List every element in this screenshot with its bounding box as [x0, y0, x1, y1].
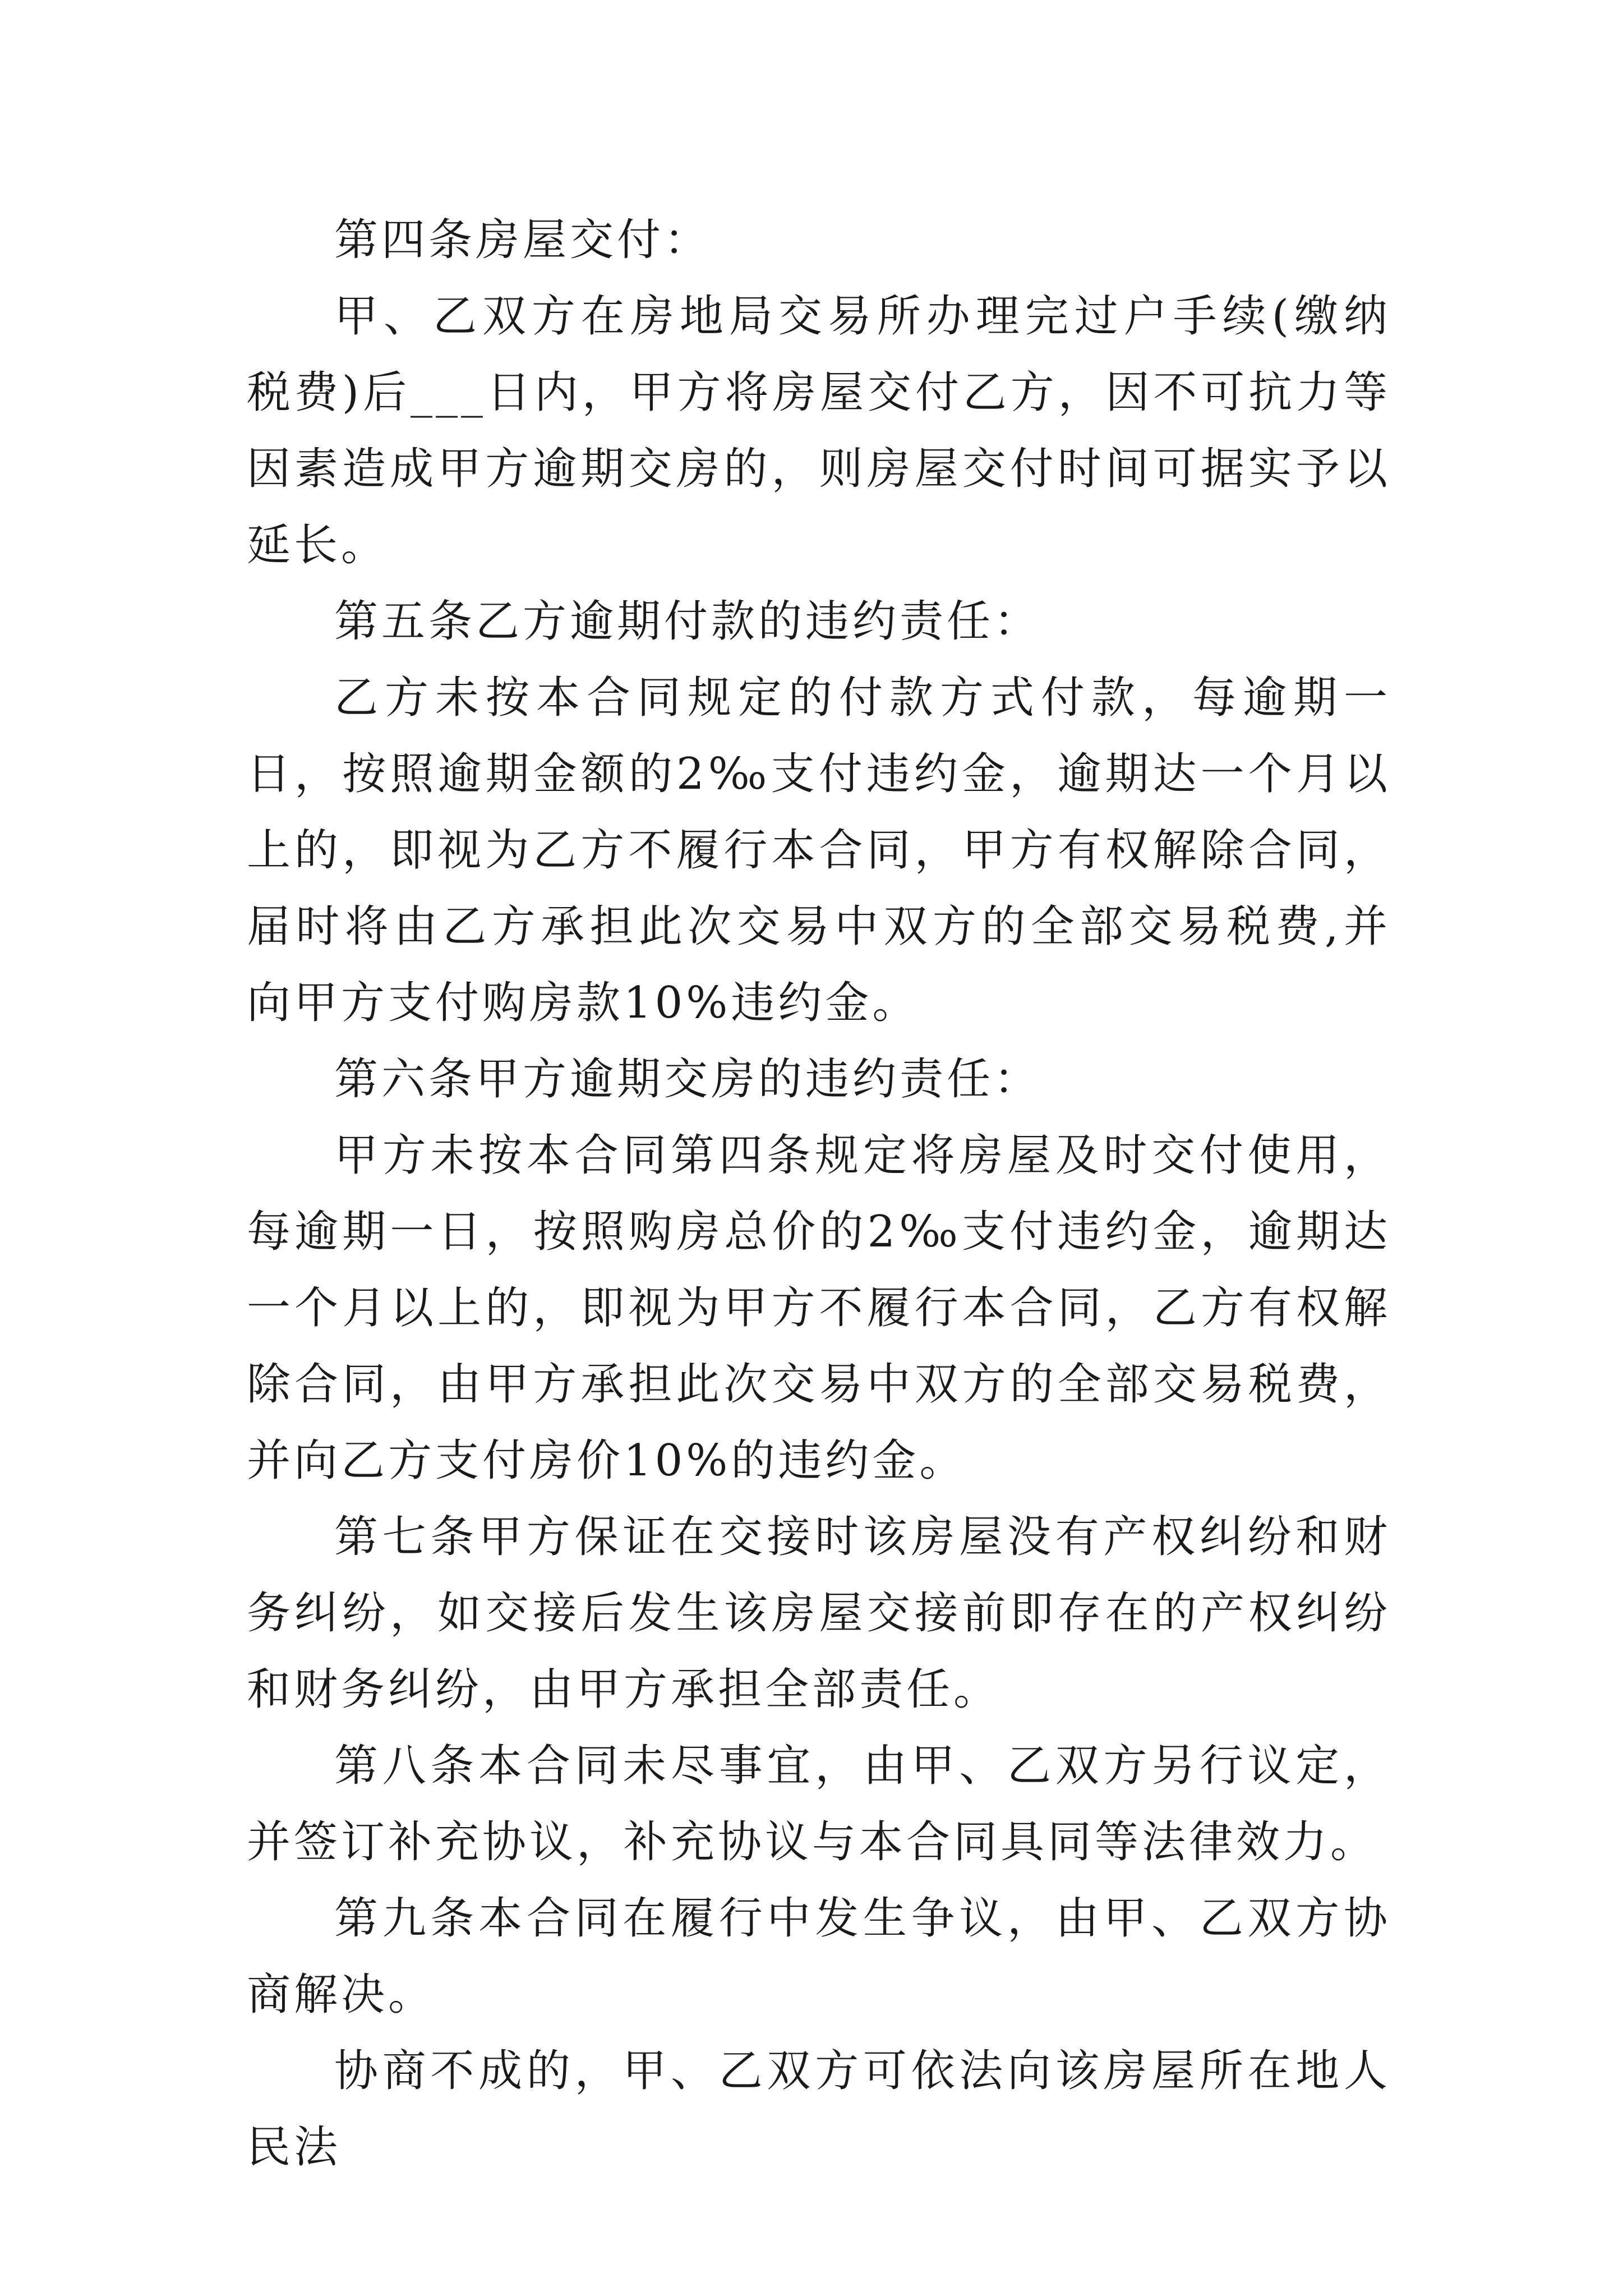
- paragraph-article-9: 第九条本合同在履行中发生争议，由甲、乙双方协商解决。: [247, 1893, 1391, 2020]
- paragraph-article-5-title: 第五条乙方逾期付款的违约责任：: [334, 596, 1041, 647]
- paragraph-article-7: 第七条甲方保证在交接时该房屋没有产权纠纷和财务纠纷，如交接后发生该房屋交接前即存在的产权纠纷和财务纠纷，由甲方承担全部责任。: [247, 1512, 1391, 1715]
- paragraph-article-6-body: 甲方未按本合同第四条规定将房屋及时交付使用，每逾期一日，按照购房总价的2‰支付违约金，逾期达一个月以上的，即视为甲方不履行本合同，乙方有权解除合同，由甲方承担此次交易中双方的全部交易税费，并向乙方支付房价10%的违约金。: [247, 1130, 1391, 1486]
- paragraph-article-9-continued: 协商不成的，甲、乙双方可依法向该房屋所在地人民法: [247, 2046, 1391, 2173]
- paragraph-article-4-body: 甲、乙双方在房地局交易所办理完过户手续(缴纳税费)后___日内，甲方将房屋交付乙方，因不可抗力等因素造成甲方逾期交房的，则房屋交付时间可据实予以延长。: [247, 291, 1391, 570]
- paragraph-article-4-title: 第四条房屋交付：: [334, 215, 712, 265]
- paragraph-article-6-title: 第六条甲方逾期交房的违约责任：: [334, 1054, 1041, 1105]
- paragraph-article-8: 第八条本合同未尽事宜，由甲、乙双方另行议定，并签订补充协议，补充协议与本合同具同等法律效力。: [247, 1741, 1391, 1867]
- paragraph-article-5-body: 乙方未按本合同规定的付款方式付款，每逾期一日，按照逾期金额的2‰支付违约金，逾期达一个月以上的，即视为乙方不履行本合同，甲方有权解除合同，届时将由乙方承担此次交易中双方的全部交易税费,并向甲方支付购房款10%违约金。: [247, 673, 1391, 1028]
- document-body: [247, 202, 1391, 2185]
